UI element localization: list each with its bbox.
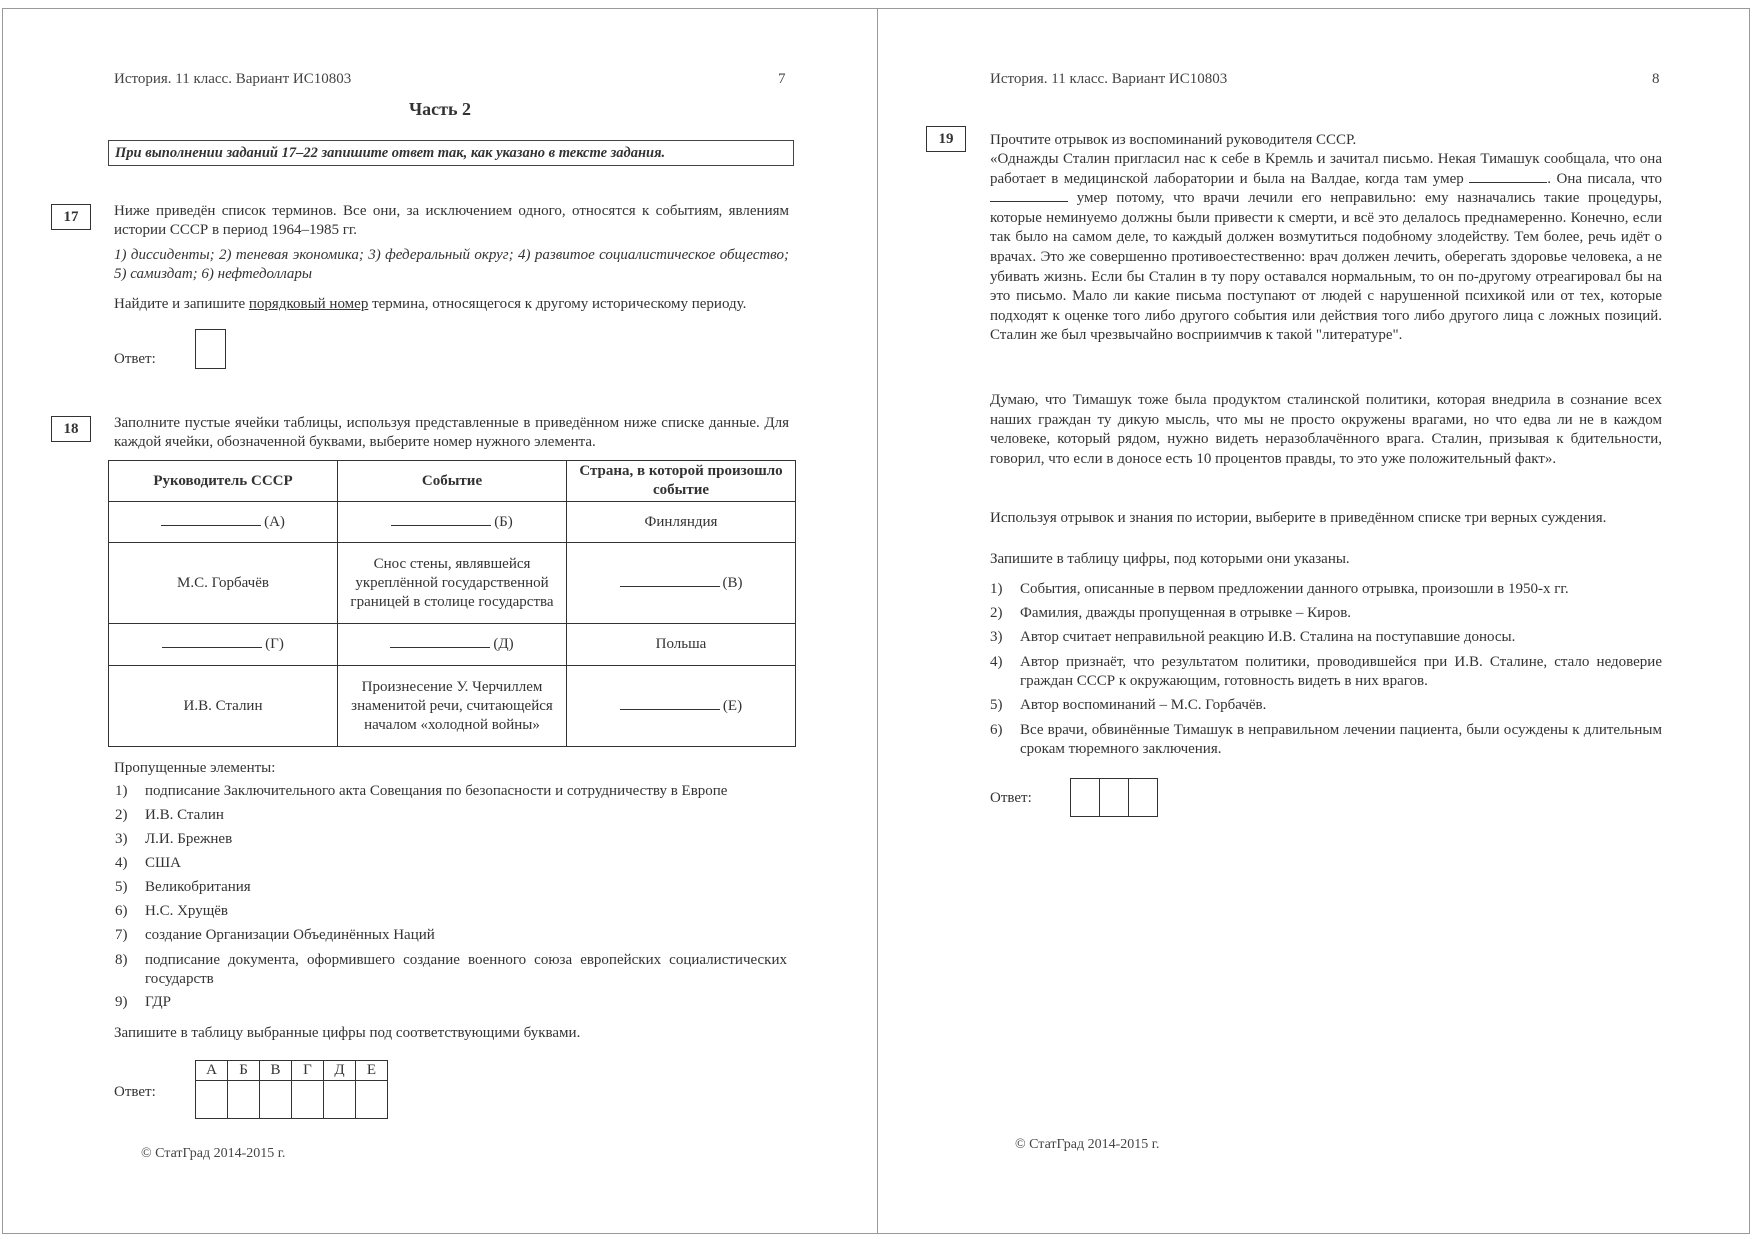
answer-cell[interactable] [1100, 779, 1129, 817]
part-title: Часть 2 [408, 99, 472, 119]
table-cell: Финляндия [567, 502, 796, 543]
q18-write-instruction: Запишите в таблицу выбранные цифры под соответствующими буквами. [114, 1025, 581, 1041]
list-item: 5) Великобритания [115, 879, 251, 895]
table-cell: (Д) [338, 624, 567, 666]
list-item: 4) Автор признаёт, что результатом политики, проводившейся при И.В. Сталине, стало недоверие граждан СССР к окружающим, готовность видеть в них врагов. [990, 654, 1662, 689]
q19-answer-grid [1070, 778, 1158, 817]
list-item: 4) США [115, 855, 181, 871]
answer-cell[interactable] [196, 1081, 228, 1119]
list-item: 2) И.В. Сталин [115, 807, 224, 823]
list-item: 3) Л.И. Брежнев [115, 831, 233, 847]
table-cell: М.С. Горбачёв [109, 543, 338, 624]
list-item: 1) подписание Заключительного акта Совещания по безопасности и сотрудничеству в Европе [115, 783, 728, 799]
table-cell: Произнесение У. Черчиллем знаменитой речи, считающейся началом «холодной войны» [338, 666, 567, 747]
page-footer: © СтатГрад 2014-2015 г. [141, 1146, 286, 1161]
q19-passage: «Однажды Сталин пригласил нас к себе в Кремль и зачитал письмо. Некая Тимашук сообщала, что она работает в медицинской лаборатории и была на Валдае, когда там умер . Она писала, что умер потому, что врачи лечили его неправильно: ему назначались такие процедуры, которые неминуемо должны были привести к смерти, и всё это делалось преднамеренно. Конечно, если так было на самом деле, то каждый должен возмутиться подобному злодейству. Тем более, речь идёт о врачах. Это же совершенно противоестественно: врач должен лечить, оберегать здоровье человека, а не убивать жизнь. Если бы Сталин в ту пору оставался нормальным, то он по-другому отреагировал бы на это письмо. Мало ли какие письма поступают от людей с нарушенной психикой или от тех, которые подходят к оценке того либо другого события или действия того либо другого лица с ложных позиций. Сталин же был чрезвычайно восприимчив к такой "литературе". [990, 151, 1663, 344]
q19-answer-label: Ответ: [990, 790, 1032, 806]
grid-letter: Б [228, 1061, 260, 1081]
answer-cell[interactable] [356, 1081, 388, 1119]
table-header: Событие [338, 461, 567, 502]
q18-table [108, 460, 796, 747]
answer-cell[interactable] [260, 1081, 292, 1119]
answer-cell[interactable] [292, 1081, 324, 1119]
question-number-18: 18 [51, 416, 91, 442]
answer-cell[interactable] [324, 1081, 356, 1119]
answer-cell[interactable] [1129, 779, 1158, 817]
q19-task-2: Запишите в таблицу цифры, под которыми они указаны. [990, 551, 1350, 567]
instruction-box: При выполнении заданий 17–22 запишите ответ так, как указано в тексте задания. [108, 140, 794, 166]
grid-letter: В [260, 1061, 292, 1081]
q17-task: Найдите и запишите порядковый номер термина, относящегося к другому историческому периоду. [114, 296, 747, 312]
table-header: Страна, в которой произошло событие [567, 461, 796, 502]
page-number: 7 [778, 71, 786, 87]
q19-task: Используя отрывок и знания по истории, выберите в приведённом списке три верных суждения. [990, 510, 1607, 526]
grid-letter: А [196, 1061, 228, 1081]
page-header: История. 11 класс. Вариант ИС10803 [114, 71, 352, 87]
question-number-19: 19 [926, 126, 966, 152]
list-item: 5) Автор воспоминаний – М.С. Горбачёв. [990, 697, 1267, 713]
page-footer: © СтатГрад 2014-2015 г. [1015, 1137, 1160, 1152]
table-cell: Польша [567, 624, 796, 666]
list-item: 9) ГДР [115, 994, 171, 1010]
table-cell: Снос стены, являвшейся укреплённой государственной границей в столице государства [338, 543, 567, 624]
q17-terms: 1) диссиденты; 2) теневая экономика; 3) федеральный округ; 4) развитое социалистическое общество; 5) самиздат; 6) нефтедоллары [114, 247, 789, 282]
table-cell: И.В. Сталин [109, 666, 338, 747]
grid-letter: Г [292, 1061, 324, 1081]
table-cell: (Б) [338, 502, 567, 543]
table-cell: (В) [567, 543, 796, 624]
list-item: 6) Н.С. Хрущёв [115, 903, 229, 919]
q18-answer-grid [195, 1060, 388, 1119]
list-item: 1) События, описанные в первом предложении данного отрывка, произошли в 1950-х гг. [990, 581, 1569, 597]
q18-missing-title: Пропущенные элементы: [114, 760, 276, 776]
q17-intro: Ниже приведён список терминов. Все они, за исключением одного, относятся к событиям, явлениям истории СССР в период 1964–1985 гг. [114, 203, 789, 238]
q18-intro: Заполните пустые ячейки таблицы, используя представленные в приведённом ниже списке данные. Для каждой ячейки, обозначенной буквами, выберите номер нужного элемента. [114, 415, 789, 450]
page-left [2, 8, 878, 1234]
table-cell: (А) [109, 502, 338, 543]
answer-cell[interactable] [1071, 779, 1100, 817]
list-item: 3) Автор считает неправильной реакцию И.В. Сталина на поступавшие доносы. [990, 629, 1516, 645]
q18-answer-label: Ответ: [114, 1084, 156, 1100]
grid-letter: Д [324, 1061, 356, 1081]
answer-cell[interactable] [228, 1081, 260, 1119]
table-cell: (Е) [567, 666, 796, 747]
list-item: 8) подписание документа, оформившего создание военного союза европейских социалистических государств [115, 952, 787, 987]
page-number: 8 [1652, 71, 1660, 87]
question-number-17: 17 [51, 204, 91, 230]
grid-letter: Е [356, 1061, 388, 1081]
q17-answer-box[interactable] [195, 329, 226, 369]
q19-passage-2: Думаю, что Тимашук тоже была продуктом сталинской политики, которая внедрила в сознание всех наших граждан ту дикую мысль, что мы не просто окружены врагами, но что едва ли не в каждом человеке, который рядом, нужно видеть неразоблачённого врага. Сталин, призывая к бдительности, говорил, что если в доносе есть 10 процентов правды, то это уже положительный факт». [990, 392, 1662, 467]
page-header: История. 11 класс. Вариант ИС10803 [990, 71, 1228, 87]
table-header: Руководитель СССР [109, 461, 338, 502]
list-item: 6) Все врачи, обвинённые Тимашук в неправильном лечении пациента, были осуждены к длительным срокам тюремного заключения. [990, 722, 1662, 757]
q17-answer-label: Ответ: [114, 351, 156, 367]
list-item: 7) создание Организации Объединённых Наций [115, 927, 435, 943]
q19-intro: Прочтите отрывок из воспоминаний руководителя СССР. [990, 132, 1357, 148]
list-item: 2) Фамилия, дважды пропущенная в отрывке – Киров. [990, 605, 1352, 621]
table-cell: (Г) [109, 624, 338, 666]
